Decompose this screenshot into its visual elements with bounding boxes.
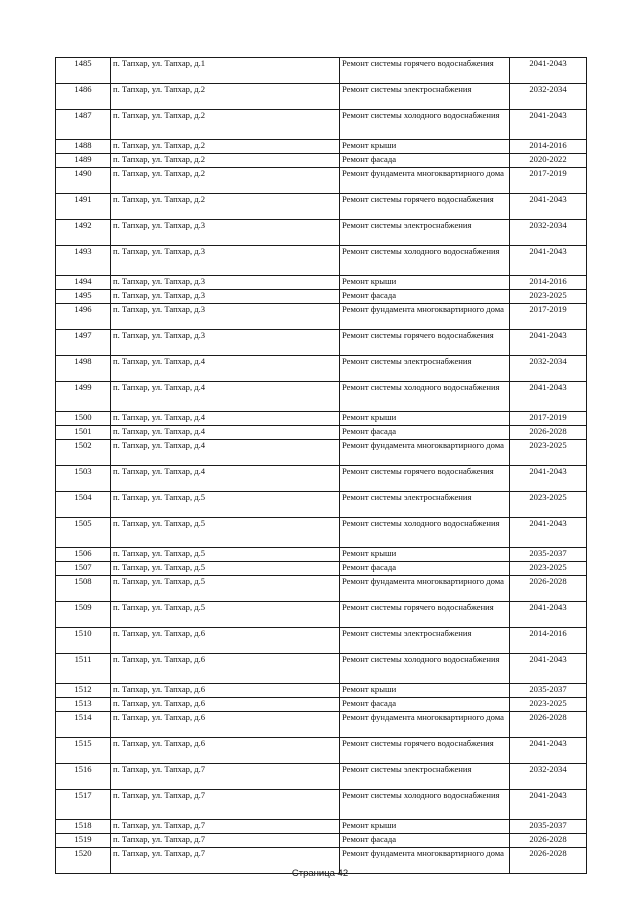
- address-cell: п. Тапхар, ул. Тапхар, д.6: [111, 628, 340, 654]
- work-type-cell: Ремонт фасада: [340, 562, 510, 576]
- row-number-cell: 1505: [56, 518, 111, 548]
- period-cell: 2026-2028: [510, 712, 587, 738]
- work-type-cell: Ремонт системы электроснабжения: [340, 356, 510, 382]
- table-row: [56, 576, 587, 602]
- row-number-cell: 1517: [56, 790, 111, 820]
- work-type-cell: Ремонт системы холодного водоснабжения: [340, 518, 510, 548]
- address-cell: п. Тапхар, ул. Тапхар, д.2: [111, 168, 340, 194]
- row-number-cell: 1509: [56, 602, 111, 628]
- period-cell: 2014-2016: [510, 140, 587, 154]
- period-cell: 2041-2043: [510, 654, 587, 684]
- table-row: [56, 440, 587, 466]
- table-row: [56, 764, 587, 790]
- address-cell: п. Тапхар, ул. Тапхар, д.5: [111, 492, 340, 518]
- work-type-cell: Ремонт системы холодного водоснабжения: [340, 246, 510, 276]
- row-number-cell: 1488: [56, 140, 111, 154]
- address-cell: п. Тапхар, ул. Тапхар, д.2: [111, 110, 340, 140]
- period-cell: 2026-2028: [510, 576, 587, 602]
- work-type-cell: Ремонт фундамента многоквартирного дома: [340, 712, 510, 738]
- table-row: [56, 84, 587, 110]
- address-cell: п. Тапхар, ул. Тапхар, д.3: [111, 304, 340, 330]
- period-cell: 2041-2043: [510, 330, 587, 356]
- row-number-cell: 1514: [56, 712, 111, 738]
- address-cell: п. Тапхар, ул. Тапхар, д.2: [111, 84, 340, 110]
- address-cell: п. Тапхар, ул. Тапхар, д.5: [111, 548, 340, 562]
- period-cell: 2032-2034: [510, 356, 587, 382]
- row-number-cell: 1489: [56, 154, 111, 168]
- address-cell: п. Тапхар, ул. Тапхар, д.3: [111, 220, 340, 246]
- row-number-cell: 1486: [56, 84, 111, 110]
- address-cell: п. Тапхар, ул. Тапхар, д.4: [111, 382, 340, 412]
- work-type-cell: Ремонт системы горячего водоснабжения: [340, 466, 510, 492]
- address-cell: п. Тапхар, ул. Тапхар, д.4: [111, 356, 340, 382]
- period-cell: 2041-2043: [510, 382, 587, 412]
- table-row: [56, 194, 587, 220]
- row-number-cell: 1499: [56, 382, 111, 412]
- work-type-cell: Ремонт фундамента многоквартирного дома: [340, 848, 510, 874]
- address-cell: п. Тапхар, ул. Тапхар, д.6: [111, 738, 340, 764]
- table-row: [56, 698, 587, 712]
- work-type-cell: Ремонт системы холодного водоснабжения: [340, 110, 510, 140]
- address-cell: п. Тапхар, ул. Тапхар, д.7: [111, 834, 340, 848]
- address-cell: п. Тапхар, ул. Тапхар, д.6: [111, 684, 340, 698]
- address-cell: п. Тапхар, ул. Тапхар, д.6: [111, 654, 340, 684]
- row-number-cell: 1490: [56, 168, 111, 194]
- address-cell: п. Тапхар, ул. Тапхар, д.3: [111, 290, 340, 304]
- period-cell: 2041-2043: [510, 738, 587, 764]
- table-row: [56, 110, 587, 140]
- table-row: [56, 276, 587, 290]
- address-cell: п. Тапхар, ул. Тапхар, д.1: [111, 58, 340, 84]
- page-number: Страница 42: [291, 868, 349, 879]
- row-number-cell: 1485: [56, 58, 111, 84]
- address-cell: п. Тапхар, ул. Тапхар, д.6: [111, 698, 340, 712]
- address-cell: п. Тапхар, ул. Тапхар, д.7: [111, 764, 340, 790]
- row-number-cell: 1506: [56, 548, 111, 562]
- table-row: [56, 712, 587, 738]
- table-row: [56, 220, 587, 246]
- work-type-cell: Ремонт системы электроснабжения: [340, 84, 510, 110]
- table-row: [56, 628, 587, 654]
- period-cell: 2023-2025: [510, 698, 587, 712]
- address-cell: п. Тапхар, ул. Тапхар, д.4: [111, 412, 340, 426]
- row-number-cell: 1501: [56, 426, 111, 440]
- period-cell: 2023-2025: [510, 440, 587, 466]
- row-number-cell: 1513: [56, 698, 111, 712]
- work-type-cell: Ремонт крыши: [340, 684, 510, 698]
- address-cell: п. Тапхар, ул. Тапхар, д.4: [111, 466, 340, 492]
- table-row: [56, 356, 587, 382]
- table-row: [56, 820, 587, 834]
- row-number-cell: 1494: [56, 276, 111, 290]
- table-row: [56, 466, 587, 492]
- work-type-cell: Ремонт системы холодного водоснабжения: [340, 790, 510, 820]
- table-row: [56, 790, 587, 820]
- address-cell: п. Тапхар, ул. Тапхар, д.4: [111, 426, 340, 440]
- period-cell: 2020-2022: [510, 154, 587, 168]
- row-number-cell: 1491: [56, 194, 111, 220]
- period-cell: 2017-2019: [510, 304, 587, 330]
- period-cell: 2035-2037: [510, 548, 587, 562]
- period-cell: 2032-2034: [510, 84, 587, 110]
- period-cell: 2041-2043: [510, 602, 587, 628]
- row-number-cell: 1503: [56, 466, 111, 492]
- table-row: [56, 304, 587, 330]
- work-type-cell: Ремонт фундамента многоквартирного дома: [340, 168, 510, 194]
- address-cell: п. Тапхар, ул. Тапхар, д.3: [111, 246, 340, 276]
- address-cell: п. Тапхар, ул. Тапхар, д.6: [111, 712, 340, 738]
- table-row: [56, 140, 587, 154]
- table-row: [56, 654, 587, 684]
- table-row: [56, 426, 587, 440]
- period-cell: 2026-2028: [510, 834, 587, 848]
- row-number-cell: 1487: [56, 110, 111, 140]
- row-number-cell: 1508: [56, 576, 111, 602]
- work-type-cell: Ремонт системы горячего водоснабжения: [340, 738, 510, 764]
- work-type-cell: Ремонт системы холодного водоснабжения: [340, 654, 510, 684]
- work-type-cell: Ремонт системы холодного водоснабжения: [340, 382, 510, 412]
- period-cell: 2023-2025: [510, 562, 587, 576]
- table-row: [56, 738, 587, 764]
- period-cell: 2023-2025: [510, 290, 587, 304]
- period-cell: 2026-2028: [510, 426, 587, 440]
- period-cell: 2041-2043: [510, 58, 587, 84]
- table-row: [56, 492, 587, 518]
- address-cell: п. Тапхар, ул. Тапхар, д.5: [111, 576, 340, 602]
- address-cell: п. Тапхар, ул. Тапхар, д.2: [111, 194, 340, 220]
- period-cell: 2014-2016: [510, 276, 587, 290]
- row-number-cell: 1519: [56, 834, 111, 848]
- address-cell: п. Тапхар, ул. Тапхар, д.4: [111, 440, 340, 466]
- period-cell: 2023-2025: [510, 492, 587, 518]
- address-cell: п. Тапхар, ул. Тапхар, д.5: [111, 518, 340, 548]
- address-cell: п. Тапхар, ул. Тапхар, д.2: [111, 154, 340, 168]
- table-row: [56, 562, 587, 576]
- work-type-cell: Ремонт системы электроснабжения: [340, 492, 510, 518]
- work-type-cell: Ремонт фасада: [340, 698, 510, 712]
- period-cell: 2017-2019: [510, 412, 587, 426]
- period-cell: 2014-2016: [510, 628, 587, 654]
- address-cell: п. Тапхар, ул. Тапхар, д.2: [111, 140, 340, 154]
- period-cell: 2041-2043: [510, 110, 587, 140]
- work-type-cell: Ремонт системы электроснабжения: [340, 220, 510, 246]
- row-number-cell: 1518: [56, 820, 111, 834]
- period-cell: 2032-2034: [510, 764, 587, 790]
- address-cell: п. Тапхар, ул. Тапхар, д.7: [111, 790, 340, 820]
- table-row: [56, 58, 587, 84]
- table-row: [56, 330, 587, 356]
- row-number-cell: 1502: [56, 440, 111, 466]
- period-cell: 2026-2028: [510, 848, 587, 874]
- period-cell: 2035-2037: [510, 820, 587, 834]
- table-row: [56, 684, 587, 698]
- table-row: [56, 412, 587, 426]
- period-cell: 2041-2043: [510, 518, 587, 548]
- row-number-cell: 1493: [56, 246, 111, 276]
- row-number-cell: 1507: [56, 562, 111, 576]
- row-number-cell: 1511: [56, 654, 111, 684]
- period-cell: 2032-2034: [510, 220, 587, 246]
- table-row: [56, 290, 587, 304]
- row-number-cell: 1500: [56, 412, 111, 426]
- table-row: [56, 154, 587, 168]
- row-number-cell: 1512: [56, 684, 111, 698]
- address-cell: п. Тапхар, ул. Тапхар, д.7: [111, 820, 340, 834]
- work-type-cell: Ремонт системы горячего водоснабжения: [340, 58, 510, 84]
- work-type-cell: Ремонт крыши: [340, 276, 510, 290]
- row-number-cell: 1504: [56, 492, 111, 518]
- period-cell: 2035-2037: [510, 684, 587, 698]
- table-row: [56, 168, 587, 194]
- work-type-cell: Ремонт системы горячего водоснабжения: [340, 602, 510, 628]
- table-row: [56, 246, 587, 276]
- period-cell: 2041-2043: [510, 246, 587, 276]
- work-type-cell: Ремонт крыши: [340, 820, 510, 834]
- row-number-cell: 1495: [56, 290, 111, 304]
- table-row: [56, 602, 587, 628]
- table-row: [56, 548, 587, 562]
- period-cell: 2017-2019: [510, 168, 587, 194]
- works-table: [55, 57, 587, 874]
- address-cell: п. Тапхар, ул. Тапхар, д.5: [111, 562, 340, 576]
- row-number-cell: 1510: [56, 628, 111, 654]
- address-cell: п. Тапхар, ул. Тапхар, д.3: [111, 330, 340, 356]
- address-cell: п. Тапхар, ул. Тапхар, д.5: [111, 602, 340, 628]
- row-number-cell: 1497: [56, 330, 111, 356]
- work-type-cell: Ремонт фундамента многоквартирного дома: [340, 304, 510, 330]
- address-cell: п. Тапхар, ул. Тапхар, д.3: [111, 276, 340, 290]
- work-type-cell: Ремонт фасада: [340, 290, 510, 304]
- table-row: [56, 834, 587, 848]
- work-type-cell: Ремонт системы электроснабжения: [340, 764, 510, 790]
- row-number-cell: 1496: [56, 304, 111, 330]
- row-number-cell: 1515: [56, 738, 111, 764]
- table-row: [56, 518, 587, 548]
- row-number-cell: 1516: [56, 764, 111, 790]
- work-type-cell: Ремонт фасада: [340, 426, 510, 440]
- table-row: [56, 382, 587, 412]
- work-type-cell: Ремонт фасада: [340, 154, 510, 168]
- period-cell: 2041-2043: [510, 194, 587, 220]
- work-type-cell: Ремонт фундамента многоквартирного дома: [340, 440, 510, 466]
- period-cell: 2041-2043: [510, 790, 587, 820]
- work-type-cell: Ремонт фундамента многоквартирного дома: [340, 576, 510, 602]
- address-cell: п. Тапхар, ул. Тапхар, д.7: [111, 848, 340, 874]
- work-type-cell: Ремонт системы электроснабжения: [340, 628, 510, 654]
- work-type-cell: Ремонт крыши: [340, 140, 510, 154]
- work-type-cell: Ремонт крыши: [340, 412, 510, 426]
- row-number-cell: 1492: [56, 220, 111, 246]
- row-number-cell: 1498: [56, 356, 111, 382]
- table-body: [56, 58, 587, 874]
- work-type-cell: Ремонт крыши: [340, 548, 510, 562]
- work-type-cell: Ремонт системы горячего водоснабжения: [340, 330, 510, 356]
- work-type-cell: Ремонт системы горячего водоснабжения: [340, 194, 510, 220]
- row-number-cell: 1520: [56, 848, 111, 874]
- period-cell: 2041-2043: [510, 466, 587, 492]
- work-type-cell: Ремонт фасада: [340, 834, 510, 848]
